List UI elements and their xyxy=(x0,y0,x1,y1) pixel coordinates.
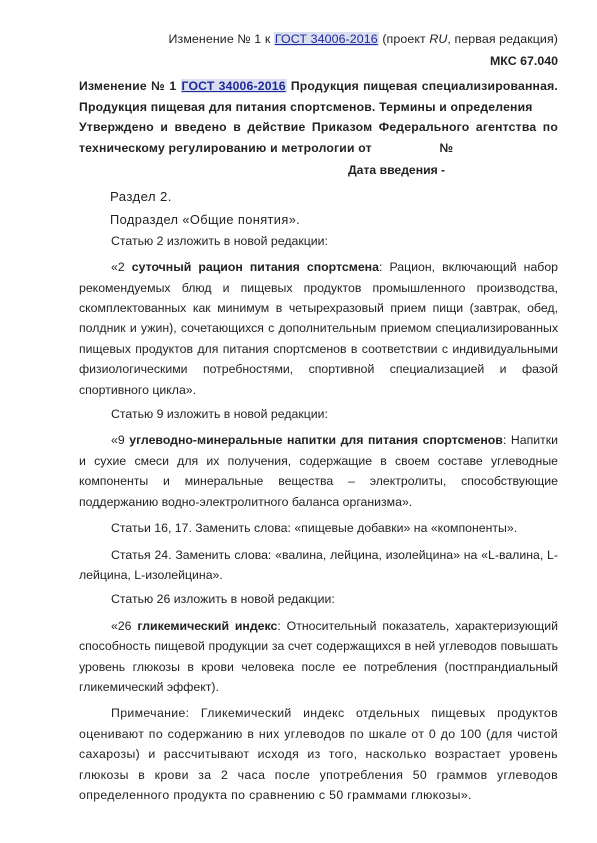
subsection-heading: Подраздел «Общие понятия». xyxy=(110,212,301,228)
change-label: Изменение № 1 xyxy=(79,79,177,93)
article-2-text: : Рацион, включающий набор рекомендуемых блюд и пищевых продуктов промышленного производства, скомплектованных как минимум в четырехразовый прием пищи (завтрак, обед, полдник и ужин), сочетающихся с дополнительным приемом специализированных пищевых продуктов для питания спортсменов в соответствии с индивидуальными физиологическими потребностями, спортивной специализацией и фазой спортивного цикла». xyxy=(79,260,559,397)
number-sign: № xyxy=(439,140,454,155)
instruction-article-24: Статья 24. Заменить слова: «валина, лейцина, изолейцина» на «L-валина, L-лейцина, L-изолейцина». xyxy=(79,547,558,582)
intro-gost-link[interactable]: ГОСТ 34006-2016 xyxy=(181,79,286,93)
article-26-definition xyxy=(79,616,558,698)
article-26-text: : Относительный показатель, характеризующий способность пищевой продукции за счет содержащихся в ней углеводов повышать уровень глюкозы в крови человека после ее потребления (постпрандиальный гликемический эффект). xyxy=(79,618,558,694)
mks-code: МКС 67.040 xyxy=(489,54,558,68)
article-26-note: Примечание: Гликемический индекс отдельных пищевых продуктов оценивают по содержанию в них углеводов по шкале от 0 до 100 (для чистой сахарозы) и рассчитывают исходя из того, насколько возрастает уровень глюкозы в крови за 2 часа после употребления 50 граммов углеводов определенного продукта по сравнению с 50 граммами глюкозы». xyxy=(79,706,558,802)
header-suffix-italic: RU xyxy=(429,32,448,46)
article-9-number: «9 xyxy=(111,433,125,448)
instruction-article-2: Статью 2 изложить в новой редакции: xyxy=(111,233,328,248)
document-body xyxy=(79,187,558,805)
document-title: Продукция пищевая специализированная. Продукция пищевая для питания спортсменов. Термины и определения xyxy=(79,79,558,114)
article-26-term: гликемический индекс xyxy=(137,618,278,633)
intro-title-block xyxy=(79,76,558,117)
section-heading: Раздел 2. xyxy=(110,189,172,204)
document-header xyxy=(79,31,558,48)
article-26-number: «26 xyxy=(111,618,132,633)
article-9-term: углеводно-минеральные напитки для питания спортсменов xyxy=(129,433,503,448)
article-2-number: «2 xyxy=(111,260,125,275)
approval-text xyxy=(79,117,558,158)
document-intro xyxy=(79,76,558,158)
instruction-article-26: Статью 26 изложить в новой редакции: xyxy=(111,592,335,607)
instruction-article-9: Статью 9 изложить в новой редакции: xyxy=(111,407,328,422)
article-2-definition xyxy=(79,257,558,400)
header-prefix: Изменение № 1 к xyxy=(168,32,271,46)
instruction-articles-16-17: Статьи 16, 17. Заменить слова: «пищевые добавки» на «компоненты». xyxy=(111,521,518,536)
article-2-term: суточный рацион питания спортсмена xyxy=(131,260,379,275)
approval-statement: Утверждено и введено в действие Приказом Федерального агентства по техническому регулированию и метрологии от xyxy=(79,120,558,155)
article-9-definition xyxy=(79,430,558,512)
header-suffix-open: (проект xyxy=(382,32,426,46)
effective-date-label: Дата введения - xyxy=(348,163,446,177)
header-gost-link[interactable]: ГОСТ 34006-2016 xyxy=(274,32,378,46)
header-suffix-close: , первая редакция) xyxy=(447,32,558,46)
article-9-text: : Напитки и сухие смеси для их получения, содержащие в своем составе углеводные компоненты и минеральные вещества – электролиты, способствующие поддержанию водно-электролитного баланса организма». xyxy=(79,433,558,509)
